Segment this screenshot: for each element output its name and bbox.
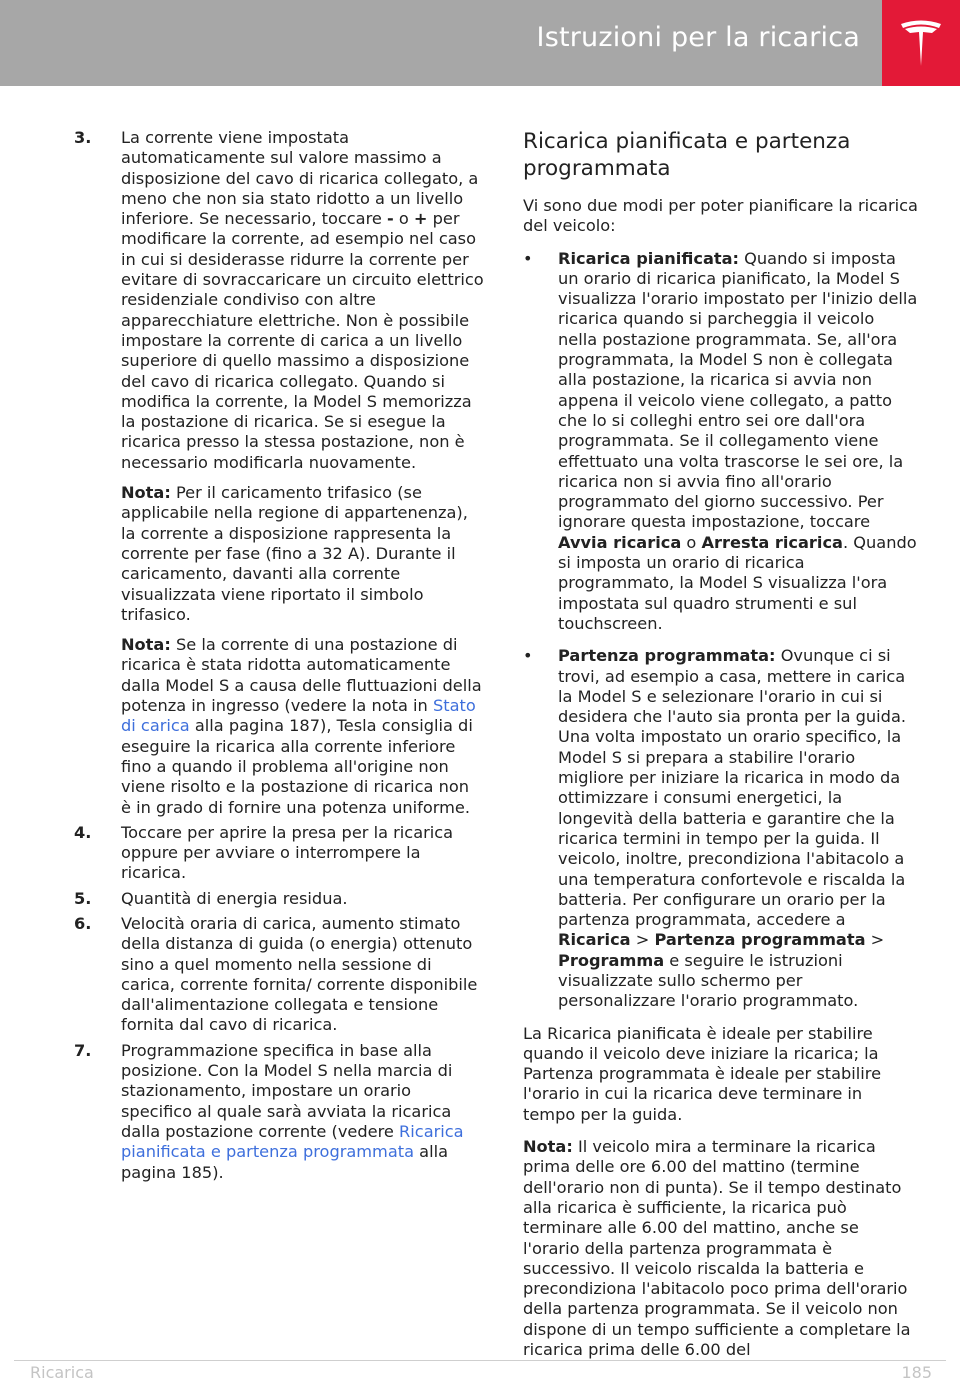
footer-section: Ricarica <box>30 1363 94 1382</box>
tesla-logo-icon <box>899 18 943 68</box>
section-heading: Ricarica pianificata e partenza programmata <box>523 129 851 181</box>
bullet-text: Partenza programmata: Ovunque ci si trovi, ad esempio a casa, mettere in carica la Model S e selezionare l'orario in cui si desidera che l'auto sia pronta per la guida. Una volta impostato un orario specifico, la Model S si prepara a stabilire l'orario migliore per iniziare la ricarica in modo da ottimizzare i consumi energetici, la longevità della batteria e garantire che la ricarica termini in tempo per la guida. Il veicolo, inoltre, precondiziona l'abitacolo a una temperatura confortevole e riscalda la batteria. Per configurare un orario per la partenza programmata, accedere a Ricarica > Partenza programmata > Programma e seguire le istruzioni visualizzate sullo schermo per personalizzare l'orario programmato. <box>558 646 907 1011</box>
item-number: 5. <box>74 888 92 908</box>
note: Nota: Per il caricamento trifasico (se applicabile nella regione di appartenenza), la corrente a disposizione rappresenta la corrente per fase (fino a 32 A). Durante il caricamento, davanti alla corrente visualizzata viene riportato il simbolo trifasico. <box>121 483 468 624</box>
footer-divider <box>14 1360 946 1361</box>
item-text: La corrente viene impostata automaticamente sul valore massimo a disposizione del cavo di ricarica collegato, a meno che non sia stato ridotto a un livello inferiore. Se necessario, toccare - o + per modificare la corrente, ad esempio nel caso in cui si desiderasse ridurre la corrente per evitare di sovraccaricare un circuito elettrico residenziale condiviso con altre apparecchiature elettriche. Non è possibile impostare la corrente di carica a un livello superiore di quello massimo a disposizione del cavo di ricarica collegato. Quando si modifica la corrente, la Model S memorizza la postazione di ricarica. Se si esegue la ricarica presso la stessa postazione, non è necessario modificarla nuovamente. <box>121 128 484 472</box>
list-item-5 <box>74 889 484 909</box>
link-stato-di-carica[interactable]: Stato di carica <box>121 696 476 736</box>
page-header <box>0 0 960 86</box>
note: Nota: Se la corrente di una postazione di ricarica è stata ridotta automaticamente dalla Model S a causa delle fluttuazioni della potenza in ingresso (vedere la nota in Stato di carica alla pagina 187), Tesla consiglia di eseguire la ricarica alla corrente inferiore fino a quando il problema all'origine non viene risolto e la postazione di ricarica non è in grado di fornire una potenza uniforme. <box>121 635 482 817</box>
bullet-icon: • <box>523 646 533 666</box>
item-text: Quantità di energia residua. <box>121 888 348 908</box>
list-item-7 <box>74 1041 484 1183</box>
list-item-6 <box>74 914 484 1036</box>
link-ricarica-pianificata[interactable]: Ricarica pianificata e partenza programmata <box>121 1121 464 1162</box>
note: Nota: Il veicolo mira a terminare la ricarica prima delle ore 6.00 del mattino (termine dell'orario non di punta). Se il tempo destinato alla ricarica è sufficiente, la ricarica può terminare alle 6.00 del mattino, anche se l'orario della partenza programmata è successivo. Il veicolo riscalda la batteria e precondiziona l'abitacolo poco prima dell'orario della partenza programmata. Se il veicolo non dispone di un tempo sufficiente a completare la ricarica prima delle 6.00 del <box>523 1137 911 1360</box>
list-item-4 <box>74 823 484 884</box>
page-title: Istruzioni per la ricarica <box>536 22 860 53</box>
left-column <box>74 128 484 1188</box>
item-text: Toccare per aprire la presa per la ricarica oppure per avviare o interrompere la ricarica. <box>121 822 454 883</box>
page-number: 185 <box>901 1363 932 1382</box>
bullet-ricarica-pianificata <box>523 249 918 635</box>
bullet-partenza-programmata <box>523 646 918 1011</box>
item-number: 3. <box>74 128 92 147</box>
list-item-3 <box>74 128 484 818</box>
item-text: Programmazione specifica in base alla posizione. Con la Model S nella marcia di stazionamento, impostare un orario specifico al quale sarà avviata la ricarica dalla postazione corrente (vedere Ricarica pianificata e partenza programmata alla pagina 185). <box>121 1040 464 1182</box>
item-text: Velocità oraria di carica, aumento stimato della distanza di guida (o energia) ottenuto sino a quel momento nella sessione di carica, corrente fornita/ corrente disponibile dall'alimentazione collegata e tensione fornita dal cavo di ricarica. <box>121 913 478 1035</box>
right-column <box>523 128 918 1372</box>
intro-paragraph: Vi sono due modi per poter pianificare la ricarica del veicolo: <box>523 196 918 236</box>
tesla-logo <box>882 0 960 86</box>
comparison-paragraph: La Ricarica pianificata è ideale per stabilire quando il veicolo deve iniziare la ricarica; la Partenza programmata è ideale per stabilire l'orario in cui la ricarica deve terminare in tempo per la guida. <box>523 1023 882 1124</box>
item-number: 6. <box>74 913 92 933</box>
item-number: 7. <box>74 1040 92 1060</box>
item-number: 4. <box>74 822 92 842</box>
bullet-icon: • <box>523 248 533 268</box>
bullet-text: Ricarica pianificata: Quando si imposta un orario di ricarica pianificato, la Model S visualizza l'orario impostato per l'inizio della ricarica quando si parcheggia il veicolo nella postazione programmata. Se, all'ora programmata, la Model S non è collegata alla postazione, la ricarica si avvia non appena il veicolo viene collegato, a patto che lo si colleghi entro sei ore dall'ora programmata. Se il collegamento viene effettuato una volta trascorse le sei ore, la ricarica non si avvia fino all'orario programmato del giorno successivo. Per ignorare questa impostazione, toccare Avvia ricarica o Arresta ricarica. Quando si imposta un orario di ricarica programmato, la Model S visualizza l'ora impostata sul quadro strumenti e sul touchscreen. <box>558 248 918 633</box>
